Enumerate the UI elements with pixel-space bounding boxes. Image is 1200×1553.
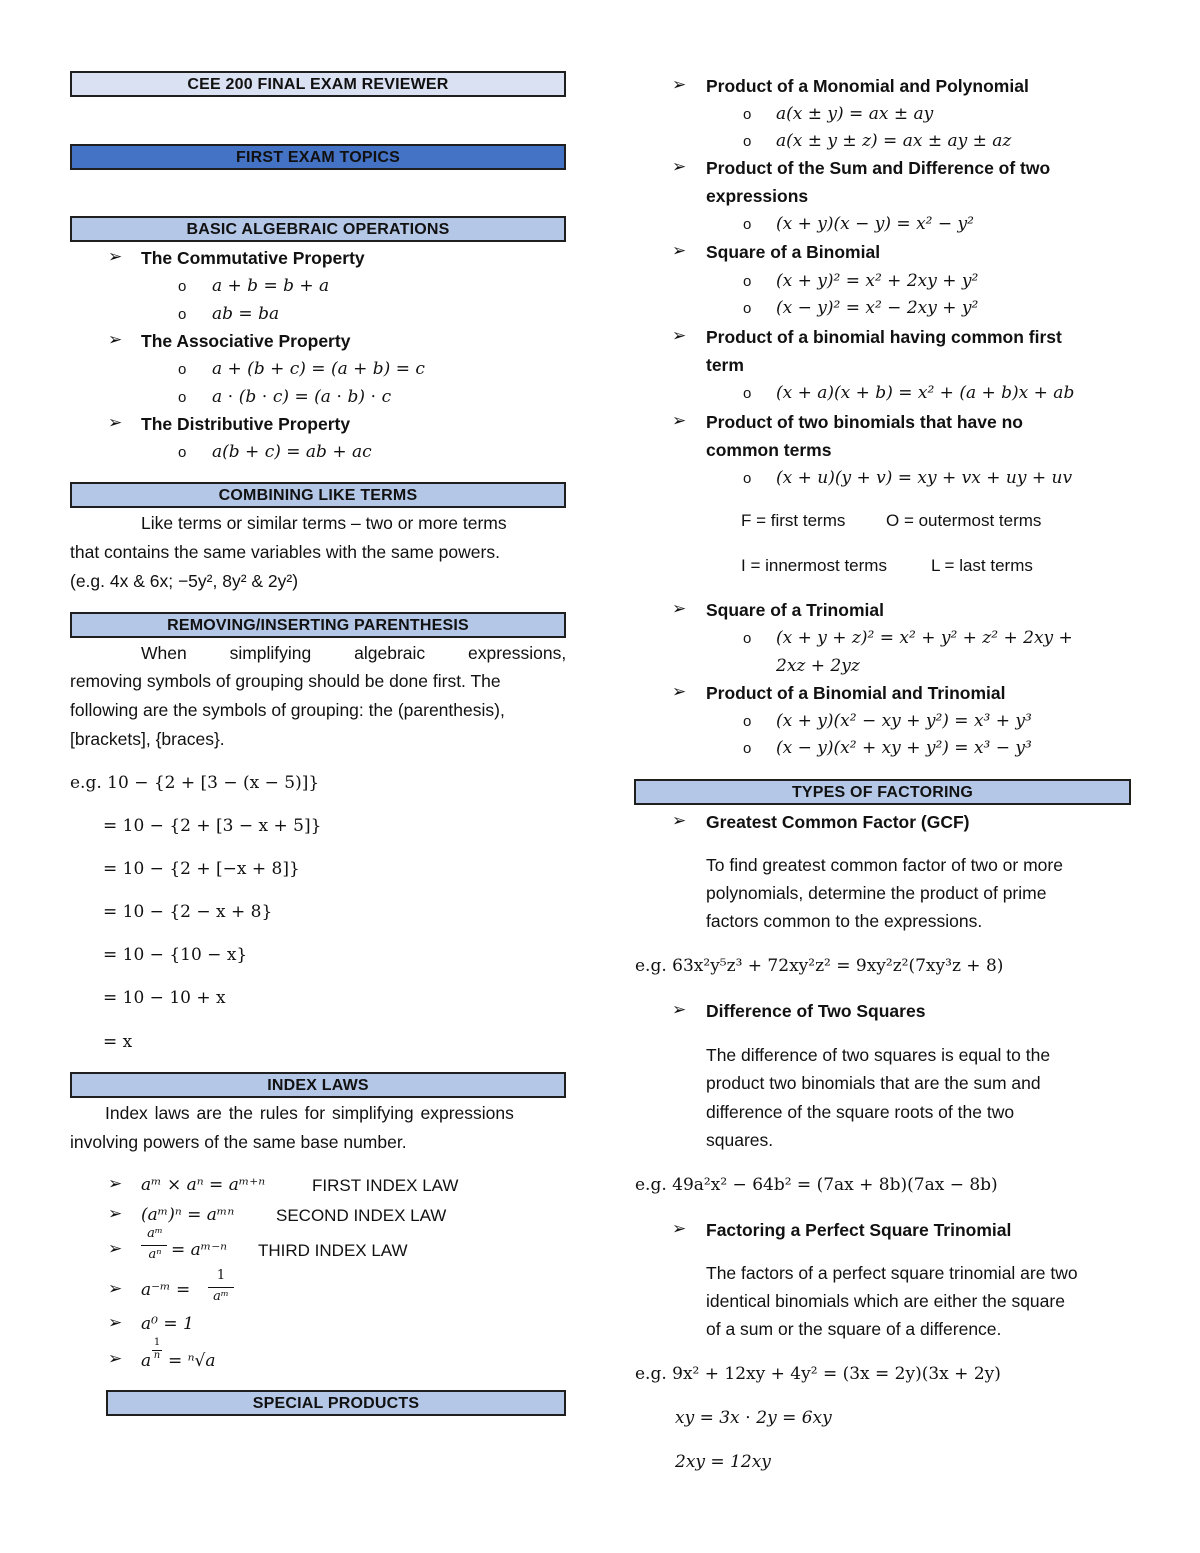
arrow-bullet-icon: ➢ — [672, 682, 687, 701]
gcf-line3: factors common to the expressions. — [706, 911, 983, 931]
law4-denominator: aᵐ — [213, 1289, 229, 1304]
arrow-bullet-icon: ➢ — [108, 413, 123, 432]
parenthesis-step-0: e.g. 10 − {2 + [3 − (x − 5)]} — [70, 773, 320, 793]
first-exam-header: FIRST EXAM TOPICS — [70, 144, 566, 170]
arrow-bullet-icon: ➢ — [672, 157, 687, 176]
pst-line3: of a sum or the square of a difference. — [706, 1319, 1002, 1339]
parenthesis-step-2: = 10 − {2 + [−x + 8]} — [103, 859, 300, 879]
parenthesis-step-3: = 10 − {2 − x + 8} — [103, 902, 273, 922]
parenthesis-step-1: = 10 − {2 + [3 − x + 5]} — [103, 816, 322, 836]
foil-innermost: I = innermost terms — [741, 556, 887, 575]
dos-label: Difference of Two Squares — [706, 1001, 926, 1021]
foil-first: F = first terms — [741, 511, 846, 530]
law3-rhs: = aᵐ⁻ⁿ — [171, 1240, 228, 1260]
factoring-header: TYPES OF FACTORING — [634, 779, 1131, 805]
foil-last: L = last terms — [931, 556, 1033, 575]
arrow-bullet-icon: ➢ — [108, 1279, 123, 1298]
common-first-eq1: (x + a)(x + b) = x² + (a + b)x + ab — [776, 383, 1075, 403]
parenthesis-line2: removing symbols of grouping should be done first. The — [70, 671, 501, 691]
law3-numerator: aᵐ — [147, 1226, 163, 1241]
arrow-bullet-icon: ➢ — [672, 326, 687, 345]
basic-ops-header: BASIC ALGEBRAIC OPERATIONS — [70, 216, 566, 242]
parenthesis-line1-row — [141, 642, 565, 664]
mono-poly-eq2: a(x ± y ± z) = ax ± ay ± az — [776, 131, 1012, 151]
sq-trinomial-eq1b: 2xz + 2yz — [776, 656, 860, 676]
parenthesis-line1: When simplifying algebraic expressions, — [141, 643, 567, 663]
sum-diff-label2: expressions — [706, 186, 809, 206]
law1-equation: aᵐ × aⁿ = aᵐ⁺ⁿ — [141, 1175, 266, 1195]
pst-line2: identical binomials which are either the square — [706, 1291, 1065, 1311]
sq-binomial-label: Square of a Binomial — [706, 242, 881, 262]
law4-lhs: a⁻ᵐ = — [141, 1280, 191, 1300]
dos-line1: The difference of two squares is equal to the — [706, 1045, 1051, 1065]
dos-line4: squares. — [706, 1130, 774, 1150]
arrow-bullet-icon: ➢ — [108, 1174, 123, 1193]
law2-name: SECOND INDEX LAW — [276, 1206, 447, 1225]
distributive-label: The Distributive Property — [141, 414, 351, 434]
sq-trinomial-eq1a: (x + y + z)² = x² + y² + z² + 2xy + — [776, 628, 1073, 648]
law6-rhs: = ⁿ√a — [168, 1351, 216, 1371]
sq-binomial-eq1: (x + y)² = x² + 2xy + y² — [776, 271, 979, 291]
pst-example: e.g. 9x² + 12xy + 4y² = (3x = 2y)(3x + 2y) — [635, 1364, 1001, 1384]
index-laws-line1: Index laws are the rules for simplifying expressions — [105, 1103, 514, 1123]
law6-base: a — [141, 1351, 152, 1371]
pst-check1: xy = 3x ⋅ 2y = 6xy — [675, 1408, 832, 1428]
fraction-bar — [208, 1287, 234, 1288]
gcf-line1: To find greatest common factor of two or more — [706, 855, 1063, 875]
circle-bullet-icon: o — [743, 740, 752, 757]
bin-trin-eq2: (x − y)(x² + xy + y²) = x³ − y³ — [776, 738, 1032, 758]
dos-example: e.g. 49a²x² − 64b² = (7ax + 8b)(7ax − 8b) — [635, 1175, 998, 1195]
arrow-bullet-icon: ➢ — [108, 247, 123, 266]
associative-label: The Associative Property — [141, 331, 351, 351]
sq-binomial-eq2: (x − y)² = x² − 2xy + y² — [776, 298, 979, 318]
arrow-bullet-icon: ➢ — [108, 1313, 123, 1332]
arrow-bullet-icon: ➢ — [672, 811, 687, 830]
mono-poly-label: Product of a Monomial and Polynomial — [706, 76, 1029, 96]
arrow-bullet-icon: ➢ — [672, 1219, 687, 1238]
gcf-line2: polynomials, determine the product of prime — [706, 883, 1047, 903]
pst-check2: 2xy = 12xy — [675, 1452, 771, 1472]
commutative-label: The Commutative Property — [141, 248, 365, 268]
circle-bullet-icon: o — [743, 133, 752, 150]
index-laws-header: INDEX LAWS — [70, 1072, 566, 1098]
circle-bullet-icon: o — [178, 361, 187, 378]
dos-line2: product two binomials that are the sum and — [706, 1073, 1041, 1093]
law6-exp-numerator: 1 — [153, 1337, 161, 1348]
like-terms-line2: that contains the same variables with the same powers. — [70, 542, 500, 562]
sum-diff-eq1: (x + y)(x − y) = x² − y² — [776, 214, 974, 234]
circle-bullet-icon: o — [743, 470, 752, 487]
parenthesis-step-4: = 10 − {10 − x} — [103, 945, 248, 965]
commutative-eq2: ab = ba — [212, 304, 280, 324]
like-terms-line3: (e.g. 4x & 6x; −5y², 8y² & 2y²) — [70, 571, 299, 591]
parenthesis-line3: following are the symbols of grouping: the (parenthesis), — [70, 700, 505, 720]
common-first-label1: Product of a binomial having common first — [706, 327, 1062, 347]
circle-bullet-icon: o — [178, 389, 187, 406]
gcf-label: Greatest Common Factor (GCF) — [706, 812, 970, 832]
circle-bullet-icon: o — [743, 300, 752, 317]
arrow-bullet-icon: ➢ — [108, 1239, 123, 1258]
law5-equation: a⁰ = 1 — [141, 1314, 194, 1334]
common-first-label2: term — [706, 355, 744, 375]
sum-diff-label1: Product of the Sum and Difference of two — [706, 158, 1051, 178]
arrow-bullet-icon: ➢ — [108, 1349, 123, 1368]
arrow-bullet-icon: ➢ — [672, 599, 687, 618]
no-common-label2: common terms — [706, 440, 832, 460]
law3-name: THIRD INDEX LAW — [258, 1241, 408, 1260]
law1-name: FIRST INDEX LAW — [312, 1176, 459, 1195]
parenthesis-header: REMOVING/INSERTING PARENTHESIS — [70, 612, 566, 638]
arrow-bullet-icon: ➢ — [672, 411, 687, 430]
mono-poly-eq1: a(x ± y) = ax ± ay — [776, 104, 934, 124]
distributive-eq1: a(b + c) = ab + ac — [212, 442, 372, 462]
circle-bullet-icon: o — [178, 444, 187, 461]
index-laws-line2: involving powers of the same base number. — [70, 1132, 407, 1152]
title-header: CEE 200 FINAL EXAM REVIEWER — [70, 71, 566, 97]
dos-line3: difference of the square roots of the two — [706, 1102, 1015, 1122]
circle-bullet-icon: o — [743, 385, 752, 402]
sq-trinomial-label: Square of a Trinomial — [706, 600, 884, 620]
law4-numerator: 1 — [216, 1268, 226, 1283]
parenthesis-line4: [brackets], {braces}. — [70, 729, 225, 749]
associative-eq1: a + (b + c) = (a + b) = c — [212, 359, 425, 379]
commutative-eq1: a + b = b + a — [212, 276, 330, 296]
circle-bullet-icon: o — [743, 273, 752, 290]
foil-outermost: O = outermost terms — [886, 511, 1042, 530]
arrow-bullet-icon: ➢ — [672, 75, 687, 94]
fraction-bar — [141, 1245, 167, 1246]
circle-bullet-icon: o — [743, 216, 752, 233]
pst-label: Factoring a Perfect Square Trinomial — [706, 1220, 1012, 1240]
no-common-label1: Product of two binomials that have no — [706, 412, 1023, 432]
circle-bullet-icon: o — [178, 278, 187, 295]
law2-equation: (aᵐ)ⁿ = aᵐⁿ — [141, 1205, 235, 1225]
arrow-bullet-icon: ➢ — [108, 1204, 123, 1223]
circle-bullet-icon: o — [178, 306, 187, 323]
circle-bullet-icon: o — [743, 630, 752, 647]
bin-trin-eq1: (x + y)(x² − xy + y²) = x³ + y³ — [776, 711, 1032, 731]
circle-bullet-icon: o — [743, 106, 752, 123]
pst-line1: The factors of a perfect square trinomial are two — [706, 1263, 1078, 1283]
circle-bullet-icon: o — [743, 713, 752, 730]
like-terms-line1: Like terms or similar terms – two or more terms — [141, 513, 507, 533]
law6-exp-denominator: n — [153, 1350, 161, 1361]
gcf-example: e.g. 63x²y⁵z³ + 72xy²z² = 9xy²z²(7xy³z + 8) — [635, 956, 1004, 976]
parenthesis-step-6: = x — [103, 1032, 133, 1052]
arrow-bullet-icon: ➢ — [672, 241, 687, 260]
law3-denominator: aⁿ — [148, 1247, 162, 1262]
like-terms-header: COMBINING LIKE TERMS — [70, 482, 566, 508]
arrow-bullet-icon: ➢ — [108, 330, 123, 349]
arrow-bullet-icon: ➢ — [672, 1000, 687, 1019]
no-common-eq1: (x + u)(y + v) = xy + vx + uy + uv — [776, 468, 1073, 488]
bin-trin-label: Product of a Binomial and Trinomial — [706, 683, 1006, 703]
parenthesis-step-5: = 10 − 10 + x — [103, 988, 226, 1008]
special-products-header: SPECIAL PRODUCTS — [106, 1390, 566, 1416]
associative-eq2: a ⋅ (b ⋅ c) = (a ⋅ b) ⋅ c — [212, 387, 392, 407]
